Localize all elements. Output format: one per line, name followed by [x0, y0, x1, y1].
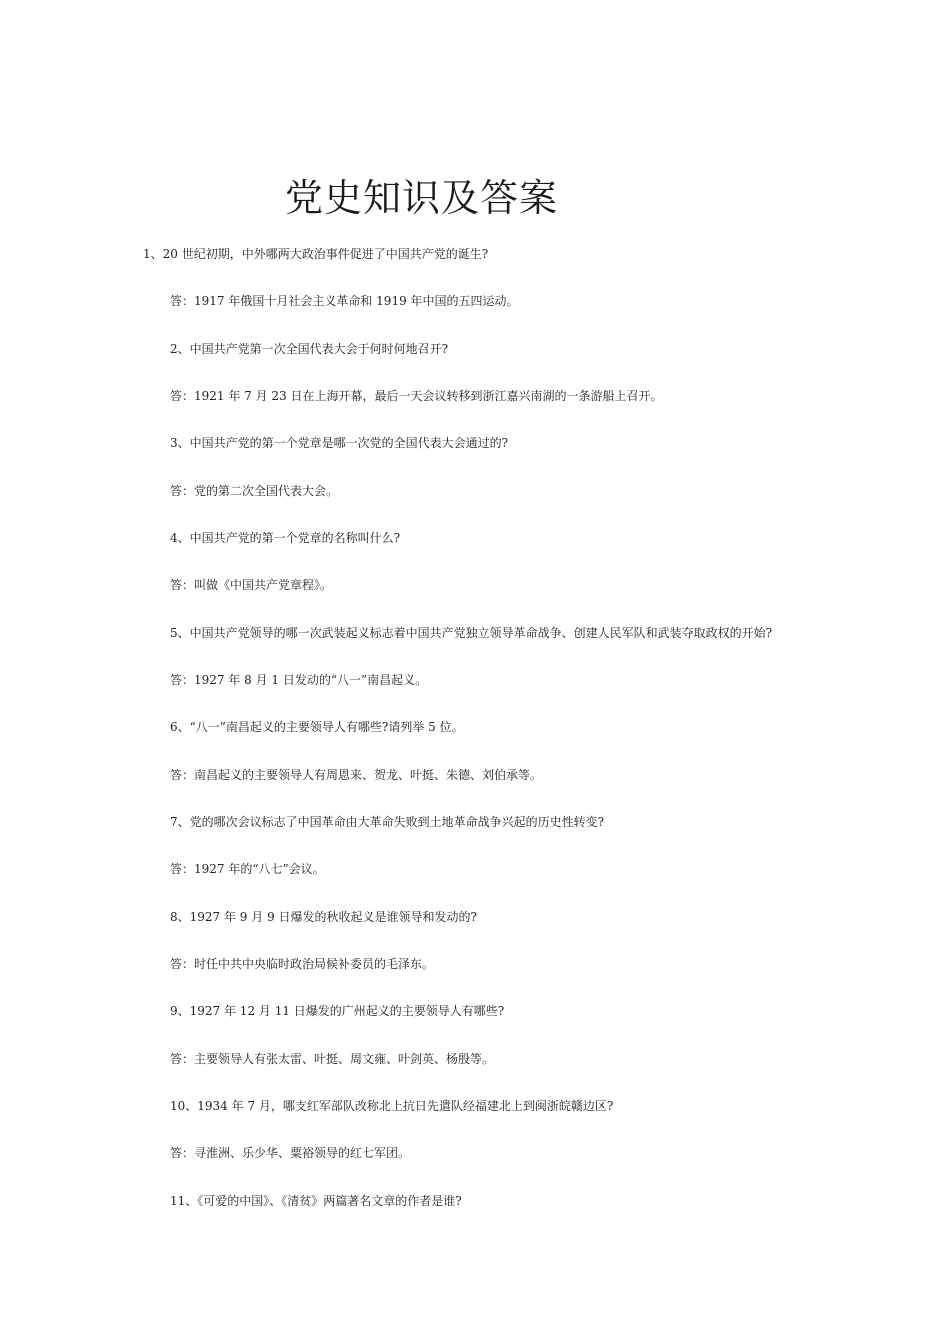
- question-6: 6、“八一”南昌起义的主要领导人有哪些?请列举 5 位。: [170, 720, 464, 734]
- question-9: 9、1927 年 12 月 11 日爆发的广州起义的主要领导人有哪些?: [170, 1004, 505, 1018]
- question-7: 7、党的哪次会议标志了中国革命由大革命失败到土地革命战争兴起的历史性转变?: [170, 815, 605, 829]
- answer-8: 答：时任中共中央临时政治局候补委员的毛泽东。: [170, 957, 435, 971]
- answer-2: 答：1921 年 7 月 23 日在上海开幕，最后一天会议转移到浙江嘉兴南湖的一条游船上召开。: [170, 389, 663, 403]
- answer-3: 答：党的第二次全国代表大会。: [170, 484, 339, 498]
- question-4: 4、中国共产党的第一个党章的名称叫什么?: [170, 531, 401, 545]
- document-title: 党史知识及答案: [285, 176, 559, 220]
- question-3: 3、中国共产党的第一个党章是哪一次党的全国代表大会通过的?: [170, 436, 509, 450]
- answer-1: 答：1917 年俄国十月社会主义革命和 1919 年中国的五四运动。: [170, 294, 519, 308]
- question-2: 2、中国共产党第一次全国代表大会于何时何地召开?: [170, 342, 449, 356]
- question-10: 10、1934 年 7 月，哪支红军部队改称北上抗日先遣队经福建北上到闽浙皖赣边区?: [170, 1099, 614, 1113]
- question-11: 11、《可爱的中国》、《清贫》两篇著名文章的作者是谁?: [170, 1194, 462, 1208]
- answer-10: 答：寻淮洲、乐少华、粟裕领导的红七军团。: [170, 1146, 411, 1160]
- answer-7: 答：1927 年的“八七”会议。: [170, 862, 325, 876]
- answer-6: 答：南昌起义的主要领导人有周恩来、贺龙、叶挺、朱德、刘伯承等。: [170, 768, 543, 782]
- answer-4: 答：叫做《中国共产党章程》。: [170, 578, 333, 592]
- question-1: 1、20 世纪初期，中外哪两大政治事件促进了中国共产党的诞生?: [143, 247, 489, 261]
- question-8: 8、1927 年 9 月 9 日爆发的秋收起义是谁领导和发动的?: [170, 910, 477, 924]
- answer-5: 答：1927 年 8 月 1 日发动的“八一”南昌起义。: [170, 673, 428, 687]
- question-5: 5、中国共产党领导的哪一次武装起义标志着中国共产党独立领导革命战争、创建人民军队和武装夺取政权的开始?: [170, 626, 773, 640]
- answer-9: 答：主要领导人有张太雷、叶挺、周文雍、叶剑英、杨殷等。: [170, 1052, 495, 1066]
